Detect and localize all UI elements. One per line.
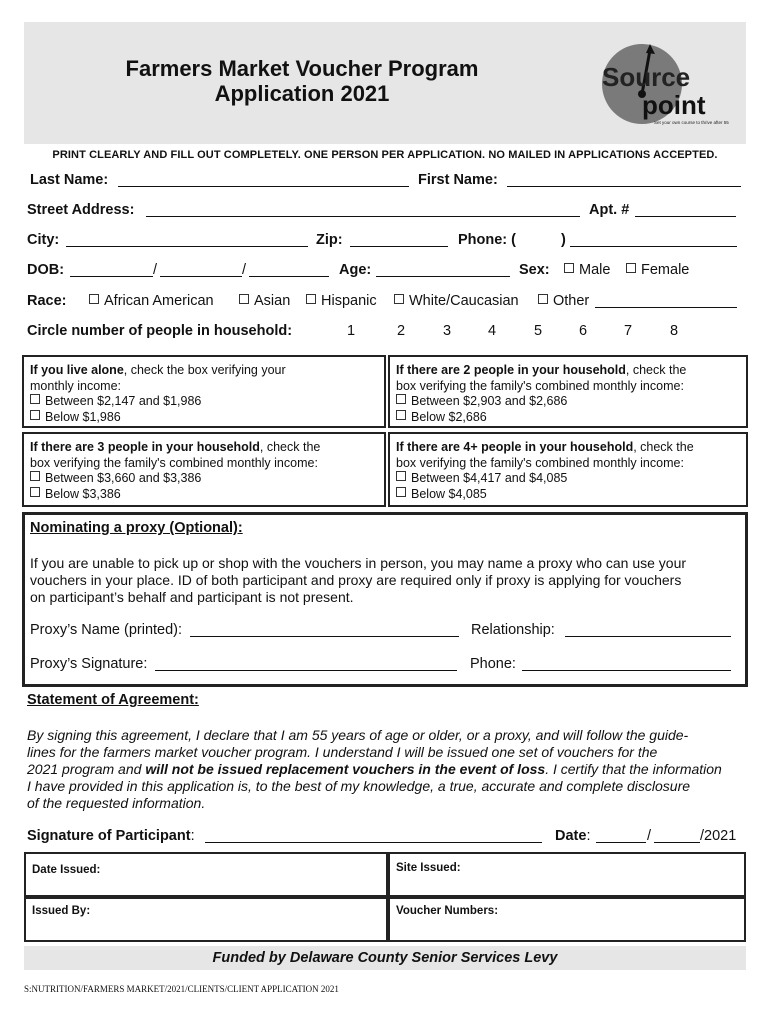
street-address-label: Street Address: (27, 202, 135, 218)
phone-field[interactable] (570, 231, 737, 247)
logo-word-point: point (642, 90, 706, 120)
checkbox[interactable] (30, 394, 40, 404)
income-option[interactable] (30, 410, 378, 426)
income-option[interactable] (30, 471, 378, 487)
dob-separator: / (242, 262, 247, 278)
proxy-body-line: If you are unable to pick up or shop with the vouchers in person, you may name a proxy who can use your (30, 555, 687, 571)
city-label: City: (27, 232, 60, 248)
income-subtext: box verifying the family's combined monthly income: (30, 455, 318, 470)
date-label-text: Date (555, 828, 587, 844)
dob-separator: / (153, 262, 158, 278)
income-option[interactable] (396, 410, 740, 426)
date-issued-label: Date Issued: (32, 864, 101, 876)
income-subtext: box verifying the family's combined monthly income: (396, 378, 684, 393)
funding-note: Funded by Delaware County Senior Services Levy (212, 950, 558, 966)
zip-field[interactable] (350, 231, 448, 247)
income-option-label: Between $3,660 and $3,386 (45, 471, 202, 485)
household-number[interactable]: 1 (347, 323, 356, 339)
apt-label: Apt. # (589, 202, 630, 218)
proxy-signature-label: Proxy’s Signature: (30, 656, 148, 672)
checkbox[interactable] (396, 487, 406, 497)
female-label: Female (641, 262, 690, 278)
checkbox[interactable] (394, 294, 404, 304)
proxy-relationship-label: Relationship: (471, 622, 555, 638)
income-heading: If there are 4+ people in your household (396, 440, 634, 454)
household-number[interactable]: 3 (443, 323, 452, 339)
apt-field[interactable] (635, 201, 736, 217)
agreement-line: of the requested information. (27, 795, 206, 811)
signature-label-text: Signature of Participant (27, 828, 191, 844)
checkbox[interactable] (306, 294, 316, 304)
checkbox[interactable] (30, 410, 40, 420)
sex-option-female[interactable] (626, 262, 689, 278)
dob-label: DOB: (27, 262, 65, 278)
last-name-label: Last Name: (30, 172, 109, 188)
first-name-label: First Name: (418, 172, 498, 188)
first-name-field[interactable] (507, 171, 741, 187)
date-month-field[interactable] (596, 827, 646, 843)
household-number[interactable]: 7 (624, 323, 633, 339)
proxy-phone-field[interactable] (522, 655, 731, 671)
income-option[interactable] (396, 471, 740, 487)
race-label: Race: (27, 293, 67, 309)
race-option-label: Other (553, 293, 590, 309)
site-issued-box[interactable] (388, 852, 746, 897)
agreement-heading: Statement of Agreement: (27, 692, 199, 708)
sex-label: Sex: (519, 262, 550, 278)
date-label (555, 828, 590, 844)
female-checkbox[interactable] (626, 263, 636, 273)
income-option[interactable] (396, 394, 740, 410)
household-number[interactable]: 6 (579, 323, 588, 339)
dob-month-field[interactable] (70, 261, 153, 277)
checkbox[interactable] (538, 294, 548, 304)
logo-word-source: Source (602, 62, 691, 92)
income-heading: If there are 2 people in your household (396, 363, 626, 377)
site-issued-label: Site Issued: (396, 862, 461, 874)
household-number[interactable]: 2 (397, 323, 406, 339)
last-name-field[interactable] (118, 171, 409, 187)
male-label: Male (579, 262, 611, 278)
age-label: Age: (339, 262, 372, 278)
race-option-other[interactable] (538, 293, 589, 309)
income-option[interactable] (30, 487, 378, 503)
male-checkbox[interactable] (564, 263, 574, 273)
issued-by-box[interactable] (24, 897, 388, 942)
date-separator: / (647, 828, 652, 844)
title-line-1: Farmers Market Voucher Program (125, 56, 479, 81)
form-title (24, 56, 580, 106)
proxy-name-label: Proxy’s Name (printed): (30, 622, 183, 638)
file-path: S:NUTRITION/FARMERS MARKET/2021/CLIENTS/CLIENT APPLICATION 2021 (24, 984, 339, 994)
voucher-numbers-label: Voucher Numbers: (396, 905, 499, 917)
proxy-name-field[interactable] (190, 621, 459, 637)
household-label: Circle number of people in household: (27, 323, 293, 339)
colon: : (586, 828, 591, 844)
income-heading-rest: , check the box verifying your (123, 363, 286, 377)
phone-label: Phone: ( (458, 232, 516, 248)
income-box-four (388, 432, 748, 507)
income-option-label: Between $4,417 and $4,085 (411, 471, 568, 485)
agreement-text: . I certify that the information (545, 761, 722, 777)
zip-label: Zip: (316, 232, 343, 248)
agreement-text: 2021 program and (27, 761, 146, 777)
phone-paren-close: ) (561, 232, 566, 248)
income-subtext: box verifying the family's combined monthly income: (396, 455, 684, 470)
checkbox[interactable] (396, 471, 406, 481)
issued-by-label: Issued By: (32, 905, 91, 917)
participant-signature-field[interactable] (205, 827, 542, 843)
sourcepoint-logo (592, 36, 742, 132)
instructions: PRINT CLEARLY AND FILL OUT COMPLETELY. ONE PERSON PER APPLICATION. NO MAILED IN APPLICATIONS ACCEPTED. (52, 149, 718, 161)
income-subtext: monthly income: (30, 378, 122, 393)
checkbox[interactable] (396, 410, 406, 420)
date-day-field[interactable] (654, 827, 700, 843)
dob-day-field[interactable] (160, 261, 242, 277)
agreement-line: By signing this agreement, I declare that I am 55 years of age or older, or a proxy, and will follow the guide- (27, 727, 689, 743)
income-option-label: Between $2,903 and $2,686 (411, 394, 568, 408)
income-option[interactable] (396, 487, 740, 503)
race-option-hispanic[interactable] (306, 293, 377, 309)
sex-option-male[interactable] (564, 262, 610, 278)
race-other-field[interactable] (595, 292, 737, 308)
logo-tagline: Set your own course to thrive after 55 (654, 120, 729, 125)
proxy-body-line: on participant’s behalf and participant is not present. (30, 589, 354, 605)
race-option-label: African American (104, 293, 214, 309)
income-heading: If there are 3 people in your household (30, 440, 260, 454)
household-number[interactable]: 4 (488, 323, 497, 339)
proxy-heading: Nominating a proxy (Optional): (30, 520, 243, 536)
date-year: /2021 (700, 828, 737, 844)
proxy-relationship-field[interactable] (565, 621, 731, 637)
income-box-three (22, 432, 386, 507)
checkbox[interactable] (30, 471, 40, 481)
agreement-line: I have provided in this application is, to the best of my knowledge, a true, accurate and complete disclosure (27, 778, 691, 794)
dob-year-field[interactable] (249, 261, 329, 277)
income-heading-rest: , check the (259, 440, 321, 454)
household-number[interactable]: 5 (534, 323, 543, 339)
street-address-field[interactable] (146, 201, 580, 217)
income-box-two (388, 355, 748, 428)
income-option-label: Below $1,986 (45, 409, 121, 424)
income-option-label: Below $4,085 (411, 486, 487, 501)
income-option-label: Below $3,386 (45, 486, 121, 501)
proxy-phone-label: Phone: (470, 656, 516, 672)
agreement-line (27, 761, 722, 777)
race-option-label: Hispanic (321, 293, 377, 309)
household-number[interactable]: 8 (670, 323, 679, 339)
race-option-white[interactable] (394, 293, 519, 309)
voucher-numbers-box[interactable] (388, 897, 746, 942)
checkbox[interactable] (396, 394, 406, 404)
checkbox[interactable] (30, 487, 40, 497)
income-box-alone (22, 355, 386, 428)
date-issued-box[interactable] (24, 852, 388, 897)
age-field[interactable] (376, 261, 510, 277)
proxy-body-line: vouchers in your place. ID of both participant and proxy are required only if proxy is applying for vouchers (30, 572, 682, 588)
race-option-african-american[interactable] (89, 293, 214, 309)
race-option-asian[interactable] (239, 293, 290, 309)
income-option[interactable] (30, 394, 378, 410)
income-heading: If you live alone (30, 363, 124, 377)
race-option-label: White/Caucasian (409, 293, 519, 309)
checkbox[interactable] (89, 294, 99, 304)
income-heading-rest: , check the (625, 363, 687, 377)
participant-signature-label (27, 828, 195, 844)
agreement-bold-text: will not be issued replacement vouchers in the event of loss (145, 761, 546, 777)
agreement-line: lines for the farmers market voucher program. I understand I will be issued one set of vouchers for the (27, 744, 658, 760)
title-line-2: Application 2021 (214, 81, 390, 106)
race-option-label: Asian (254, 293, 291, 309)
checkbox[interactable] (239, 294, 249, 304)
income-option-label: Between $2,147 and $1,986 (45, 394, 202, 408)
colon: : (190, 828, 195, 844)
proxy-signature-field[interactable] (155, 655, 457, 671)
income-option-label: Below $2,686 (411, 409, 487, 424)
income-heading-rest: , check the (633, 440, 694, 454)
city-field[interactable] (66, 231, 308, 247)
